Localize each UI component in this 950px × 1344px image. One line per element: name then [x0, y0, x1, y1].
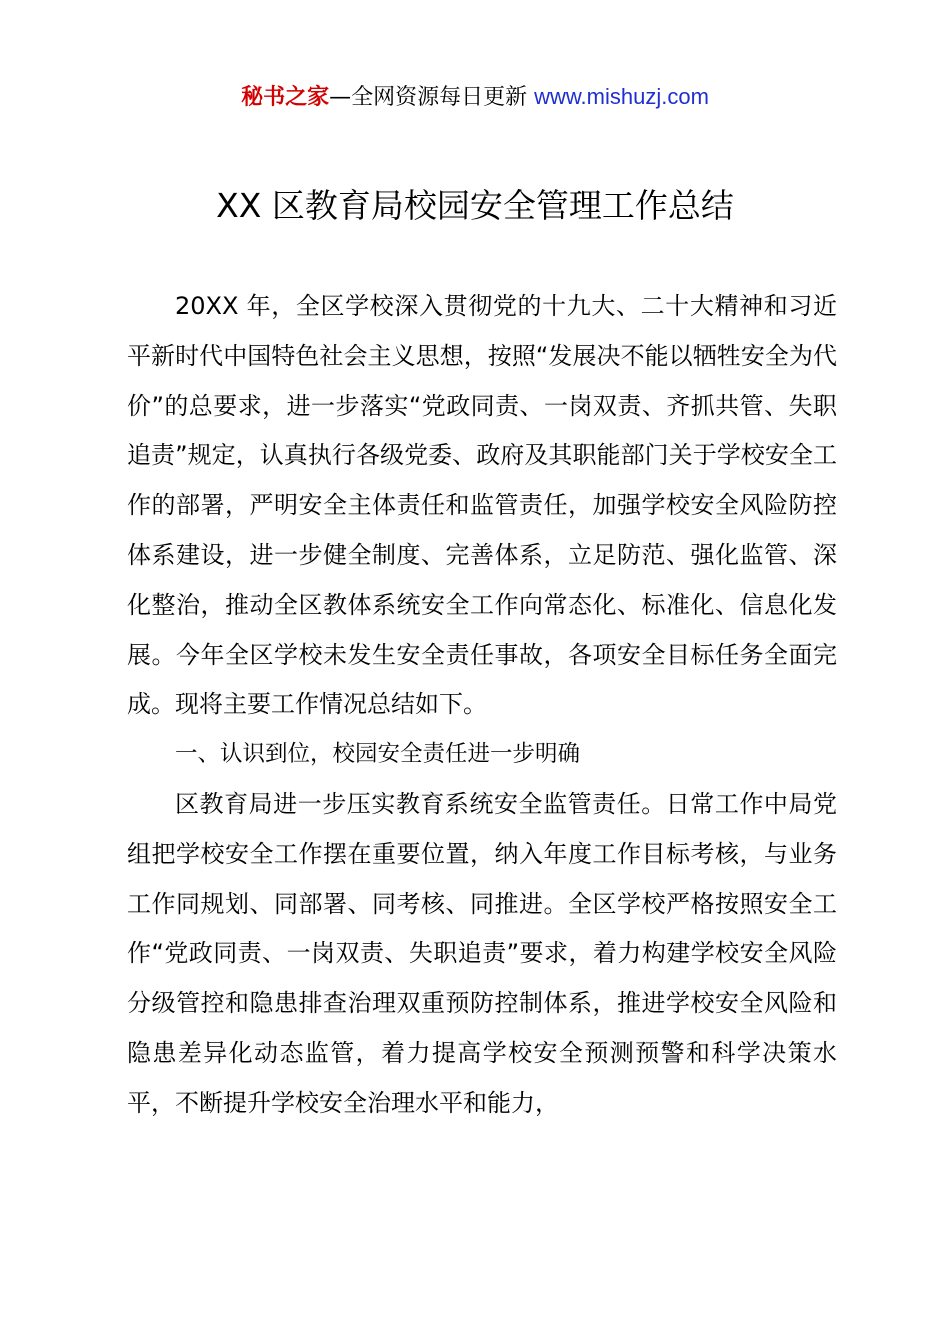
section-heading: 一、认识到位，校园安全责任进一步明确 [175, 741, 581, 768]
intro-paragraph: 20XX 年，全区学校深入贯彻党的十九大、二十大精神和习近平新时代中国特色社会主义思想，按照“发展决不能以牺牲安全为代价”的总要求，进一步落实“党政同责、一岗双责、齐抓共管、失职追责”规定，认真执行各级党委、政府及其职能部门关于学校安全工作的部署，严明安全主体责任和监管责任，加强学校安全风险防控体系建设，进一步健全制度、完善体系，立足防范、强化监管、深化整治，推动全区教体系统安全工作向常态化、标准化、信息化发展。今年全区学校未发生安全责任事故，各项安全目标任务全面完成。现将主要工作情况总结如下。 [127, 292, 837, 719]
body-paragraph: 区教育局进一步压实教育系统安全监管责任。日常工作中局党组把学校安全工作摆在重要位置，纳入年度工作目标考核，与业务工作同规划、同部署、同考核、同推进。全区学校严格按照安全工作“党政同责、一岗双责、失职追责”要求，着力构建学校安全风险分级管控和隐患排查治理双重预防控制体系，推进学校安全风险和隐患差异化动态监管，着力提高学校安全预测预警和科学决策水平，不断提升学校安全治理水平和能力， [127, 789, 837, 1117]
header-tagline: —全网资源每日更新 [329, 85, 535, 110]
document-title: XX 区教育局校园安全管理工作总结 [216, 186, 734, 225]
site-url-link[interactable]: www.mishuzj.com [534, 84, 709, 109]
document-body [127, 282, 837, 1129]
brand-name: 秘书之家 [241, 85, 330, 110]
site-header [0, 82, 950, 113]
